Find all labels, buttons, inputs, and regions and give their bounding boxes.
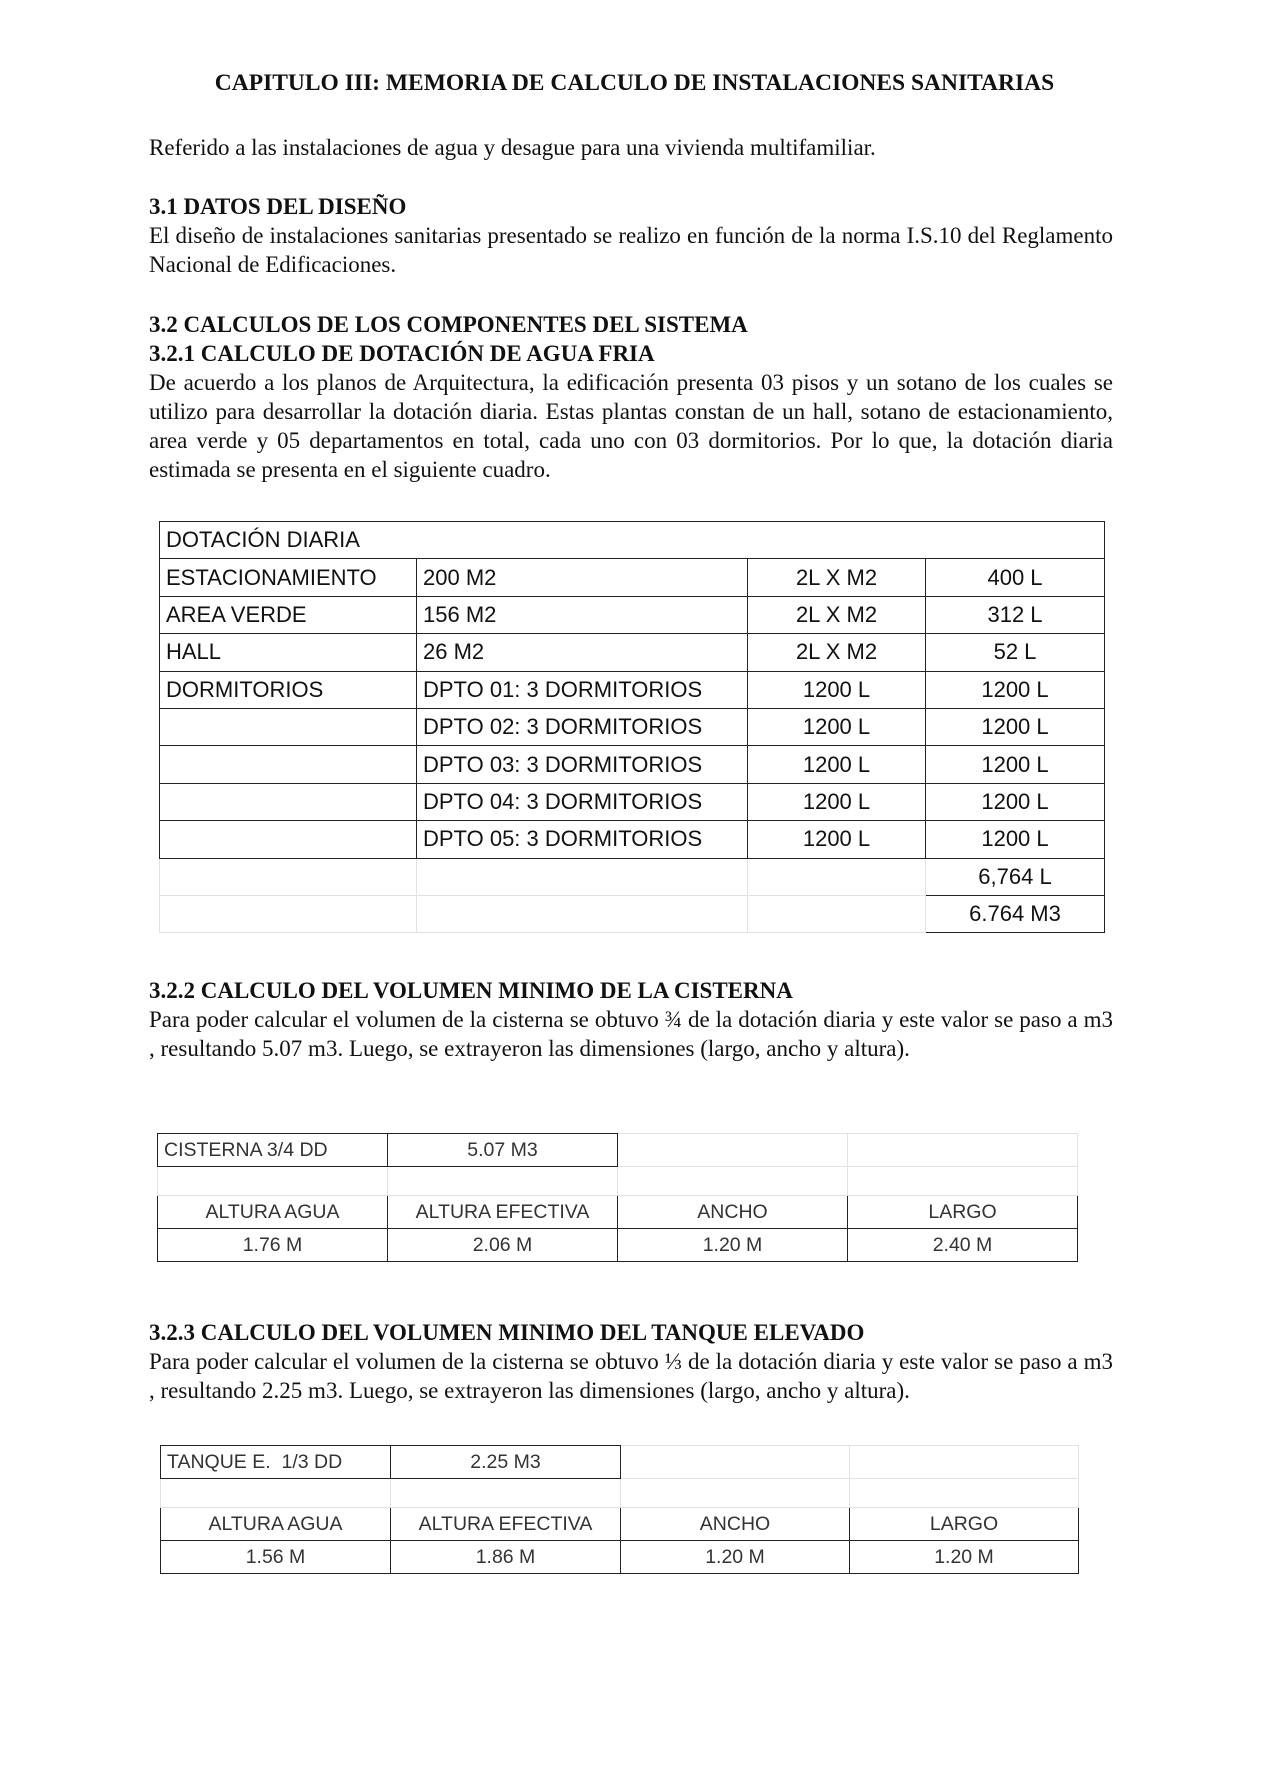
cisterna-volume-cell: 5.07 M3 xyxy=(388,1134,618,1167)
table-cell: DPTO 02: 3 DORMITORIOS xyxy=(417,708,748,745)
table-cell: 200 M2 xyxy=(417,559,748,596)
table-cell: 312 L xyxy=(926,596,1105,633)
table-cell: DPTO 04: 3 DORMITORIOS xyxy=(417,783,748,820)
cisterna-table xyxy=(157,1133,1078,1262)
table-row xyxy=(160,895,1105,932)
dotacion-diaria-table xyxy=(159,521,1105,933)
table-row xyxy=(160,522,1105,559)
table-row xyxy=(160,746,1105,783)
section-3-2-3-heading: 3.2.3 CALCULO DEL VOLUMEN MINIMO DEL TANQUE ELEVADO xyxy=(149,1320,865,1345)
table-header-cell: ALTURA EFECTIVA xyxy=(391,1508,621,1541)
table-header-cell: ANCHO xyxy=(621,1508,850,1541)
section-3-2-2-text: Para poder calcular el volumen de la cisterna se obtuvo ¾ de la dotación diaria y este valor se paso a m3 , resultando 5.07 m3. Luego, se extrayeron las dimensiones (largo, ancho y altura). xyxy=(149,1007,1113,1061)
table-cell: 1.20 M xyxy=(621,1541,850,1574)
table-cell: DORMITORIOS xyxy=(160,671,417,708)
section-3-2-2-heading: 3.2.2 CALCULO DEL VOLUMEN MINIMO DE LA CISTERNA xyxy=(149,978,793,1003)
table-cell: 26 M2 xyxy=(417,634,748,671)
table-row xyxy=(160,559,1105,596)
table-cell: 1200 L xyxy=(748,746,926,783)
table-row xyxy=(158,1229,1078,1262)
section-3-1-heading: 3.1 DATOS DEL DISEÑO xyxy=(149,194,407,219)
table-cell: 2.06 M xyxy=(388,1229,618,1262)
table-header-cell: LARGO xyxy=(850,1508,1079,1541)
table-cell xyxy=(160,708,417,745)
table-cell: DPTO 03: 3 DORMITORIOS xyxy=(417,746,748,783)
table-cell: 1.86 M xyxy=(391,1541,621,1574)
table-cell: 1200 L xyxy=(926,821,1105,858)
tanque-label-cell: TANQUE E. 1/3 DD xyxy=(161,1446,391,1479)
table-cell: 156 M2 xyxy=(417,596,748,633)
section-3-2-1-heading: 3.2.1 CALCULO DE DOTACIÓN DE AGUA FRIA xyxy=(149,341,655,366)
table-cell: 1200 L xyxy=(748,821,926,858)
table-cell: 2L X M2 xyxy=(748,559,926,596)
table-row xyxy=(161,1446,1079,1479)
table-cell xyxy=(160,821,417,858)
table-cell: DPTO 01: 3 DORMITORIOS xyxy=(417,671,748,708)
table-cell: 400 L xyxy=(926,559,1105,596)
table-row xyxy=(160,634,1105,671)
cisterna-label-cell: CISTERNA 3/4 DD xyxy=(158,1134,388,1167)
dotacion-header-cell: DOTACIÓN DIARIA xyxy=(160,522,1105,559)
table-cell: 2.40 M xyxy=(848,1229,1078,1262)
table-cell xyxy=(160,746,417,783)
table-cell: DPTO 05: 3 DORMITORIOS xyxy=(417,821,748,858)
table-cell: 1200 L xyxy=(748,708,926,745)
table-cell: 1200 L xyxy=(926,671,1105,708)
table-cell: AREA VERDE xyxy=(160,596,417,633)
section-3-2-heading: 3.2 CALCULOS DE LOS COMPONENTES DEL SISTEMA xyxy=(149,312,748,337)
table-row xyxy=(160,671,1105,708)
table-cell: 1200 L xyxy=(748,783,926,820)
table-cell: 1.20 M xyxy=(850,1541,1079,1574)
table-row xyxy=(160,708,1105,745)
table-cell: 1.76 M xyxy=(158,1229,388,1262)
table-cell: 1200 L xyxy=(748,671,926,708)
table-header-cell: LARGO xyxy=(848,1196,1078,1229)
table-row xyxy=(160,821,1105,858)
table-cell: 1.20 M xyxy=(618,1229,848,1262)
table-cell: 2L X M2 xyxy=(748,634,926,671)
table-cell: 1200 L xyxy=(926,746,1105,783)
table-cell xyxy=(160,783,417,820)
table-cell: 1200 L xyxy=(926,708,1105,745)
intro-paragraph: Referido a las instalaciones de agua y desague para una vivienda multifamiliar. xyxy=(149,135,876,160)
table-cell: 1200 L xyxy=(926,783,1105,820)
table-row xyxy=(158,1134,1078,1167)
tanque-elevado-table xyxy=(160,1445,1079,1574)
table-header-cell: ANCHO xyxy=(618,1196,848,1229)
tanque-volume-cell: 2.25 M3 xyxy=(391,1446,621,1479)
page-title: CAPITULO III: MEMORIA DE CALCULO DE INSTALACIONES SANITARIAS xyxy=(214,70,1055,96)
table-cell: HALL xyxy=(160,634,417,671)
table-header-cell: ALTURA EFECTIVA xyxy=(388,1196,618,1229)
table-row xyxy=(161,1508,1079,1541)
section-3-2-1-text: De acuerdo a los planos de Arquitectura, la edificación presenta 03 pisos y un sotano de los cuales se utilizo para desarrollar la dotación diaria. Estas plantas constan de un hall, sotano de estacionamiento, area verde y 05 departamentos en total, cada uno con 03 dormitorios. Por lo que, la dotación diaria estimada se presenta en el siguiente cuadro. xyxy=(149,370,1113,482)
table-row xyxy=(160,858,1105,895)
table-cell: 1.56 M xyxy=(161,1541,391,1574)
total-liters-cell: 6,764 L xyxy=(926,858,1105,895)
table-cell: 52 L xyxy=(926,634,1105,671)
table-header-cell: ALTURA AGUA xyxy=(158,1196,388,1229)
section-3-2-3-text: Para poder calcular el volumen de la cisterna se obtuvo ⅓ de la dotación diaria y este valor se paso a m3 , resultando 2.25 m3. Luego, se extrayeron las dimensiones (largo, ancho y altura). xyxy=(149,1349,1113,1403)
table-row xyxy=(161,1541,1079,1574)
table-row xyxy=(160,783,1105,820)
table-cell: 2L X M2 xyxy=(748,596,926,633)
total-m3-cell: 6.764 M3 xyxy=(926,895,1105,932)
table-header-cell: ALTURA AGUA xyxy=(161,1508,391,1541)
table-row xyxy=(158,1196,1078,1229)
table-row xyxy=(160,596,1105,633)
section-3-1-text: El diseño de instalaciones sanitarias presentado se realizo en función de la norma I.S.10 del Reglamento Nacional de Edificaciones. xyxy=(149,223,1113,277)
table-cell: ESTACIONAMIENTO xyxy=(160,559,417,596)
